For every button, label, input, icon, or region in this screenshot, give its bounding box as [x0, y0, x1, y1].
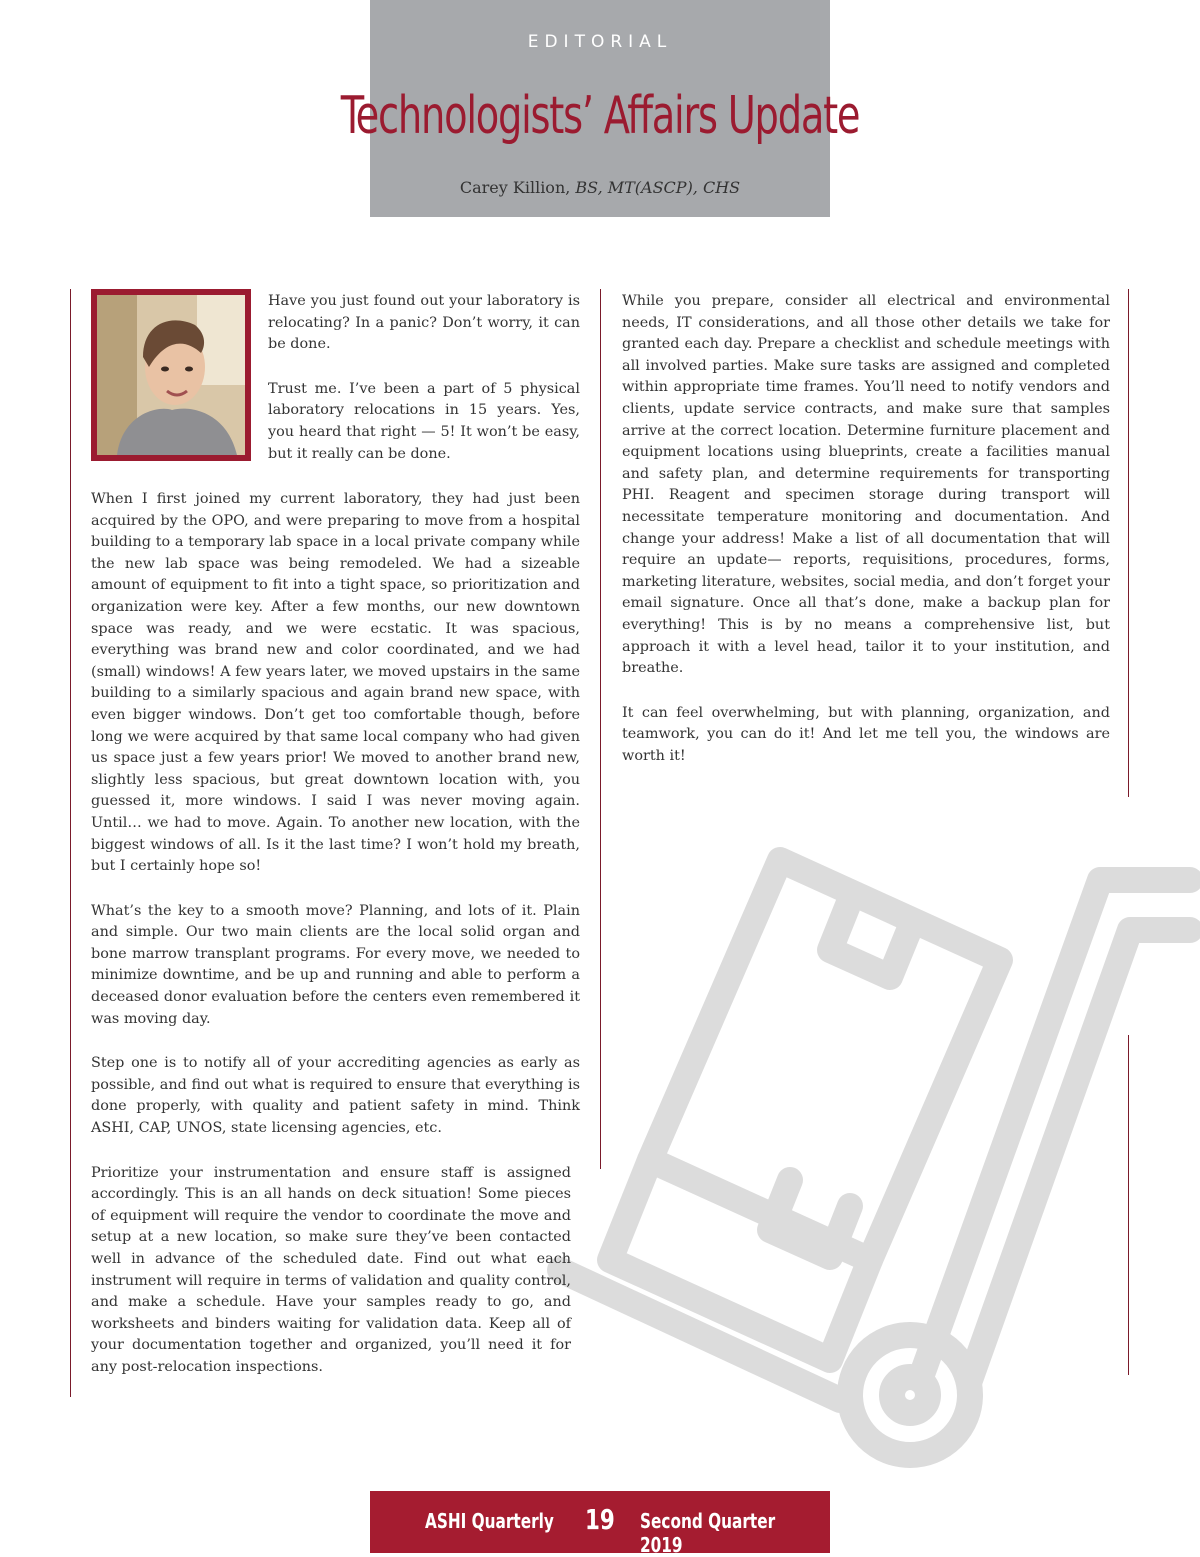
article-title: Technologists’ Affairs Update [340, 86, 860, 146]
paragraph: Trust me. I’ve been a part of 5 physical laboratory relocations in 15 years. Yes, you heard that right — 5! It won’t be easy, but it really can be done. [268, 380, 580, 462]
author-name: Carey Killion, [459, 178, 571, 197]
right-column [622, 291, 1110, 790]
hand-truck-with-box-icon [540, 840, 1200, 1480]
paragraph: Prioritize your instrumentation and ensure staff is assigned accordingly. This is an all hands on deck situation! Some pieces of equipment will require the vendor to coordinate the move and setup at a new location, so make sure they’ve been contacted well in advance of the scheduled date. Find out what each instrument will require in terms of validation and quality control, and make a schedule. Have your samples ready to go, and worksheets and binders waiting for validation data. Keep all of your documentation together and organized, you’ll need it for any post-relocation inspections. [91, 1164, 571, 1375]
paragraph: While you prepare, consider all electrical and environmental needs, IT considerations, and all those other details we take for granted each day. Prepare a checklist and schedule meetings with all involved parties. Make sure tasks are assigned and completed within appropriate time frames. You’ll need to notify vendors and clients, update service contracts, and make sure that samples arrive at the correct location. Determine furniture placement and equipment locations using blueprints, create a facilities manual and safety plan, and determine requirements for transporting PHI. Reagent and specimen storage during transport will necessitate temperature monitoring and documentation. And change your address! Make a list of all documentation that will require an update— reports, requisitions, procedures, forms, marketing literature, websites, social media, and don’t forget your email signature. Once all that’s done, make a backup plan for everything! This is by no means a comprehensive list, but approach it with a level head, tailor it to your institution, and breathe. [622, 293, 1110, 677]
section-kicker: EDITORIAL [527, 32, 673, 52]
issue-label: Second Quarter 2019 [640, 1509, 776, 1557]
journal-name: ASHI Quarterly [425, 1509, 554, 1533]
page-footer [370, 1491, 830, 1557]
paragraph: What’s the key to a smooth move? Planning, and lots of it. Plain and simple. Our two main clients are the local solid organ and bone marrow transplant programs. For every move, we needed to minimize downtime, and be up and running and able to perform a deceased donor evaluation before the centers even remembered it was moving day. [91, 902, 580, 1027]
author-photo [91, 289, 251, 461]
right-column-rule-top [1128, 289, 1129, 797]
right-column-rule-bottom [1128, 1035, 1129, 1375]
paragraph: Have you just found out your laboratory is relocating? In a panic? Don’t worry, it can be done. [268, 293, 580, 353]
left-column [91, 489, 580, 1402]
intro-block [268, 291, 580, 488]
portrait-image [97, 295, 245, 455]
author-credentials: BS, MT(ASCP), CHS [575, 178, 741, 197]
page-number: 19 [585, 1503, 615, 1536]
paragraph: It can feel overwhelming, but with planning, organization, and teamwork, you can do it! And let me tell you, the windows are worth it! [622, 704, 1110, 764]
paragraph: When I first joined my current laboratory, they had just been acquired by the OPO, and were preparing to move from a hospital building to a temporary lab space in a local private company while the new lab space was being remodeled. We had a sizeable amount of equipment to fit into a tight space, so prioritization and organization were key. After a few months, our new downtown space was ready, and we were ecstatic. It was spacious, everything was brand new and color coordinated, and we had (small) windows! A few years later, we moved upstairs in the same building to a similarly spacious and again brand new space, with even bigger windows. Don’t get too comfortable though, before long we were acquired by that same local company who had given us space just a few years prior! We moved to another brand new, slightly less spacious, but great downtown location with, you guessed it, more windows. I said I was never moving again. Until… we had to move. Again. To another new location, with the biggest windows of all. Is it the last time? I won’t hold my breath, but I certainly hope so! [91, 491, 580, 875]
left-column-rule [70, 289, 71, 1397]
byline [370, 178, 830, 197]
paragraph: Step one is to notify all of your accrediting agencies as early as possible, and find out what is required to ensure that everything is done properly, with quality and patient safety in mind. Think ASHI, CAP, UNOS, state licensing agencies, etc. [91, 1055, 580, 1137]
middle-column-rule [600, 289, 601, 1169]
